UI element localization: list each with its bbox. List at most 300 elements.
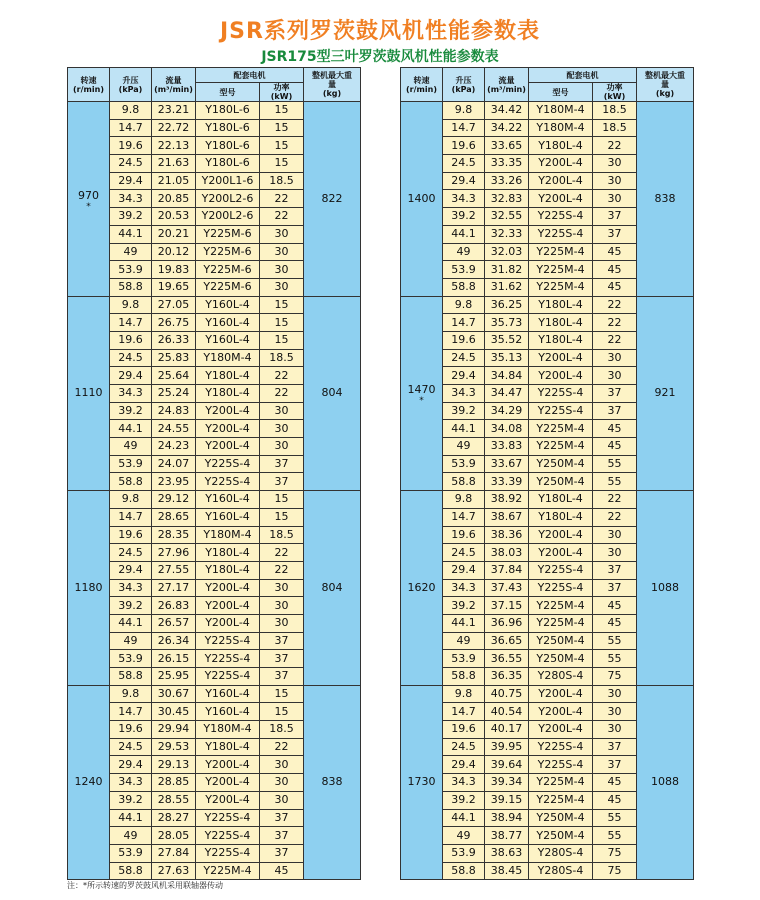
flow-cell: 39.95 (485, 738, 529, 756)
power-cell: 30 (260, 420, 304, 438)
pressure-cell: 29.4 (110, 172, 152, 190)
power-cell: 30 (260, 243, 304, 261)
motor-model-cell: Y160L-4 (196, 296, 260, 314)
pressure-cell: 49 (443, 827, 485, 845)
motor-model-cell: Y200L-4 (529, 155, 593, 173)
flow-cell: 32.83 (485, 190, 529, 208)
pressure-cell: 53.9 (110, 650, 152, 668)
power-cell: 22 (260, 208, 304, 226)
header-speed (68, 68, 110, 102)
pressure-cell: 39.2 (110, 791, 152, 809)
motor-model-cell: Y180L-6 (196, 119, 260, 137)
pressure-cell: 19.6 (443, 137, 485, 155)
power-cell: 18.5 (593, 102, 637, 120)
pressure-cell: 24.5 (443, 738, 485, 756)
speed-cell (401, 685, 443, 880)
motor-model-cell: Y200L-4 (529, 349, 593, 367)
header-pressure-unit: (kPa) (118, 84, 143, 94)
flow-cell: 27.63 (152, 862, 196, 880)
flow-cell: 31.62 (485, 278, 529, 296)
weight-cell: 1088 (637, 685, 694, 880)
flow-cell: 20.21 (152, 225, 196, 243)
pressure-cell: 24.5 (443, 544, 485, 562)
motor-model-cell: Y200L-4 (196, 774, 260, 792)
power-cell: 45 (593, 438, 637, 456)
motor-model-cell: Y180L-4 (196, 561, 260, 579)
pressure-cell: 49 (110, 438, 152, 456)
power-cell: 22 (260, 367, 304, 385)
flow-cell: 33.39 (485, 473, 529, 491)
motor-model-cell: Y200L-4 (196, 791, 260, 809)
power-cell: 15 (260, 314, 304, 332)
pressure-cell: 44.1 (110, 225, 152, 243)
flow-cell: 37.43 (485, 579, 529, 597)
power-cell: 30 (593, 526, 637, 544)
table-body-left (68, 102, 361, 880)
flow-cell: 22.13 (152, 137, 196, 155)
pressure-cell: 29.4 (110, 756, 152, 774)
motor-model-cell: Y225M-4 (529, 614, 593, 632)
motor-model-cell: Y225S-4 (529, 561, 593, 579)
flow-cell: 24.55 (152, 420, 196, 438)
flow-cell: 35.73 (485, 314, 529, 332)
motor-model-cell: Y225S-4 (529, 402, 593, 420)
pressure-cell: 39.2 (110, 597, 152, 615)
speed-cell (68, 296, 110, 491)
power-cell: 30 (260, 438, 304, 456)
speed-value: 1240 (74, 775, 103, 789)
performance-table-left (67, 67, 361, 880)
motor-model-cell: Y280S-4 (529, 862, 593, 880)
power-cell: 22 (260, 561, 304, 579)
pressure-cell: 53.9 (110, 455, 152, 473)
table-row (68, 296, 361, 314)
pressure-cell: 9.8 (110, 102, 152, 120)
pressure-cell: 34.3 (110, 385, 152, 403)
table-row (401, 296, 694, 314)
header-weight (637, 68, 694, 102)
flow-cell: 36.65 (485, 632, 529, 650)
header-speed-label: 转速 (80, 75, 97, 85)
page-subtitle: JSR175型三叶罗茨鼓风机性能参数表 (261, 49, 499, 65)
flow-cell: 39.15 (485, 791, 529, 809)
pressure-cell: 9.8 (110, 685, 152, 703)
flow-cell: 21.05 (152, 172, 196, 190)
header-power (593, 83, 637, 102)
power-cell: 30 (260, 225, 304, 243)
pressure-cell: 44.1 (110, 809, 152, 827)
motor-model-cell: Y280S-4 (529, 844, 593, 862)
flow-cell: 25.83 (152, 349, 196, 367)
power-cell: 30 (593, 721, 637, 739)
power-cell: 30 (260, 756, 304, 774)
power-cell: 37 (260, 844, 304, 862)
pressure-cell: 19.6 (110, 526, 152, 544)
weight-cell: 838 (637, 102, 694, 297)
header-model: 型号 (196, 83, 260, 102)
flow-cell: 24.07 (152, 455, 196, 473)
motor-model-cell: Y225M-4 (529, 278, 593, 296)
speed-cell (401, 102, 443, 297)
power-cell: 55 (593, 632, 637, 650)
power-cell: 30 (593, 172, 637, 190)
power-cell: 15 (260, 685, 304, 703)
flow-cell: 28.55 (152, 791, 196, 809)
motor-model-cell: Y200L-4 (529, 172, 593, 190)
pressure-cell: 58.8 (110, 473, 152, 491)
power-cell: 15 (260, 331, 304, 349)
motor-model-cell: Y250M-4 (529, 809, 593, 827)
power-cell: 55 (593, 809, 637, 827)
power-cell: 15 (260, 155, 304, 173)
pressure-cell: 29.4 (443, 172, 485, 190)
flow-cell: 36.55 (485, 650, 529, 668)
header-model: 型号 (529, 83, 593, 102)
pressure-cell: 29.4 (443, 756, 485, 774)
flow-cell: 37.84 (485, 561, 529, 579)
power-cell: 45 (593, 420, 637, 438)
pressure-cell: 39.2 (443, 208, 485, 226)
table-row (68, 685, 361, 703)
motor-model-cell: Y280S-4 (529, 668, 593, 686)
power-cell: 22 (593, 296, 637, 314)
flow-cell: 23.95 (152, 473, 196, 491)
header-pressure-label: 升压 (455, 75, 472, 85)
pressure-cell: 24.5 (110, 544, 152, 562)
motor-model-cell: Y180M-4 (196, 526, 260, 544)
flow-cell: 33.65 (485, 137, 529, 155)
header-flow (152, 68, 196, 102)
flow-cell: 20.53 (152, 208, 196, 226)
motor-model-cell: Y225S-4 (196, 455, 260, 473)
flow-cell: 34.29 (485, 402, 529, 420)
power-cell: 30 (260, 579, 304, 597)
header-speed-label: 转速 (413, 75, 430, 85)
flow-cell: 26.33 (152, 331, 196, 349)
pressure-cell: 34.3 (443, 774, 485, 792)
flow-cell: 38.03 (485, 544, 529, 562)
power-cell: 30 (593, 155, 637, 173)
power-cell: 45 (593, 597, 637, 615)
pressure-cell: 44.1 (443, 420, 485, 438)
power-cell: 37 (593, 561, 637, 579)
motor-model-cell: Y200L-4 (529, 367, 593, 385)
pressure-cell: 39.2 (443, 597, 485, 615)
pressure-cell: 39.2 (110, 402, 152, 420)
flow-cell: 33.35 (485, 155, 529, 173)
pressure-cell: 9.8 (443, 296, 485, 314)
flow-cell: 34.08 (485, 420, 529, 438)
power-cell: 37 (260, 827, 304, 845)
pressure-cell: 34.3 (110, 190, 152, 208)
flow-cell: 38.45 (485, 862, 529, 880)
weight-cell: 804 (304, 296, 361, 491)
power-cell: 37 (593, 738, 637, 756)
header-speed-unit: (r/min) (406, 84, 437, 94)
flow-cell: 38.67 (485, 508, 529, 526)
power-cell: 30 (593, 190, 637, 208)
power-cell: 22 (260, 738, 304, 756)
motor-model-cell: Y200L-4 (529, 544, 593, 562)
motor-model-cell: Y200L-4 (529, 190, 593, 208)
power-cell: 30 (593, 703, 637, 721)
power-cell: 15 (260, 102, 304, 120)
pressure-cell: 53.9 (443, 261, 485, 279)
header-power-label: 功率 (273, 83, 290, 92)
pressure-cell: 24.5 (110, 738, 152, 756)
motor-model-cell: Y200L-4 (196, 756, 260, 774)
pressure-cell: 58.8 (443, 862, 485, 880)
pressure-cell: 34.3 (443, 190, 485, 208)
power-cell: 45 (593, 278, 637, 296)
flow-cell: 27.55 (152, 561, 196, 579)
motor-model-cell: Y160L-4 (196, 508, 260, 526)
flow-cell: 31.82 (485, 261, 529, 279)
flow-cell: 30.45 (152, 703, 196, 721)
pressure-cell: 49 (110, 243, 152, 261)
power-cell: 45 (593, 791, 637, 809)
flow-cell: 29.12 (152, 491, 196, 509)
motor-model-cell: Y225M-4 (529, 791, 593, 809)
pressure-cell: 14.7 (110, 703, 152, 721)
flow-cell: 34.22 (485, 119, 529, 137)
pressure-cell: 19.6 (443, 331, 485, 349)
header-flow-unit: (m³/min) (487, 84, 526, 94)
header-weight-unit: (kg) (655, 89, 675, 98)
coupling-drive-marker: * (419, 396, 424, 407)
motor-model-cell: Y180L-4 (529, 331, 593, 349)
pressure-cell: 24.5 (110, 349, 152, 367)
pressure-cell: 14.7 (110, 314, 152, 332)
flow-cell: 29.13 (152, 756, 196, 774)
flow-cell: 39.34 (485, 774, 529, 792)
motor-model-cell: Y200L-4 (529, 721, 593, 739)
header-power-label: 功率 (606, 83, 623, 92)
pressure-cell: 39.2 (443, 402, 485, 420)
power-cell: 15 (260, 119, 304, 137)
power-cell: 37 (260, 650, 304, 668)
power-cell: 37 (260, 455, 304, 473)
speed-value: 1730 (407, 775, 436, 789)
pressure-cell: 29.4 (443, 561, 485, 579)
pressure-cell: 34.3 (110, 579, 152, 597)
power-cell: 22 (593, 508, 637, 526)
power-cell: 30 (260, 774, 304, 792)
power-cell: 15 (260, 508, 304, 526)
power-cell: 30 (260, 278, 304, 296)
flow-cell: 24.23 (152, 438, 196, 456)
power-cell: 22 (260, 385, 304, 403)
pressure-cell: 58.8 (110, 668, 152, 686)
table-row (401, 491, 694, 509)
motor-model-cell: Y160L-4 (196, 314, 260, 332)
flow-cell: 29.53 (152, 738, 196, 756)
pressure-cell: 53.9 (110, 844, 152, 862)
table-row (401, 685, 694, 703)
power-cell: 37 (260, 668, 304, 686)
flow-cell: 25.24 (152, 385, 196, 403)
flow-cell: 19.83 (152, 261, 196, 279)
power-cell: 22 (593, 331, 637, 349)
pressure-cell: 58.8 (443, 473, 485, 491)
pressure-cell: 14.7 (443, 508, 485, 526)
flow-cell: 38.63 (485, 844, 529, 862)
power-cell: 18.5 (260, 526, 304, 544)
table-row (401, 102, 694, 120)
motor-model-cell: Y225M-4 (196, 862, 260, 880)
header-speed (401, 68, 443, 102)
speed-cell (401, 491, 443, 686)
flow-cell: 26.34 (152, 632, 196, 650)
flow-cell: 19.65 (152, 278, 196, 296)
motor-model-cell: Y200L-4 (196, 579, 260, 597)
flow-cell: 33.67 (485, 455, 529, 473)
motor-model-cell: Y180M-4 (529, 119, 593, 137)
power-cell: 30 (260, 402, 304, 420)
power-cell: 18.5 (593, 119, 637, 137)
motor-model-cell: Y225M-4 (529, 261, 593, 279)
power-cell: 22 (593, 491, 637, 509)
header-flow (485, 68, 529, 102)
power-cell: 22 (593, 137, 637, 155)
motor-model-cell: Y225S-4 (529, 385, 593, 403)
header-pressure-unit: (kPa) (451, 84, 476, 94)
pressure-cell: 9.8 (443, 685, 485, 703)
flow-cell: 28.35 (152, 526, 196, 544)
flow-cell: 37.15 (485, 597, 529, 615)
flow-cell: 27.17 (152, 579, 196, 597)
header-weight-label: 整机最大重量 (645, 71, 685, 89)
speed-value: 1400 (407, 191, 436, 205)
motor-model-cell: Y225S-4 (196, 473, 260, 491)
power-cell: 37 (593, 208, 637, 226)
flow-cell: 40.17 (485, 721, 529, 739)
flow-cell: 27.84 (152, 844, 196, 862)
power-cell: 30 (593, 544, 637, 562)
pressure-cell: 19.6 (110, 137, 152, 155)
pressure-cell: 19.6 (110, 721, 152, 739)
table-row (68, 491, 361, 509)
motor-model-cell: Y200L-4 (196, 438, 260, 456)
motor-model-cell: Y200L-4 (529, 703, 593, 721)
flow-cell: 32.03 (485, 243, 529, 261)
power-cell: 55 (593, 455, 637, 473)
power-cell: 37 (260, 473, 304, 491)
motor-model-cell: Y180L-4 (529, 508, 593, 526)
weight-cell: 804 (304, 491, 361, 686)
pressure-cell: 44.1 (443, 225, 485, 243)
pressure-cell: 19.6 (443, 526, 485, 544)
speed-cell (68, 102, 110, 297)
power-cell: 22 (260, 544, 304, 562)
header-motor: 配套电机 (196, 68, 304, 83)
page-title: JSR系列罗茨鼓风机性能参数表 (220, 19, 540, 44)
pressure-cell: 53.9 (443, 455, 485, 473)
flow-cell: 24.83 (152, 402, 196, 420)
motor-model-cell: Y200L-4 (529, 526, 593, 544)
flow-cell: 40.75 (485, 685, 529, 703)
power-cell: 18.5 (260, 172, 304, 190)
power-cell: 18.5 (260, 349, 304, 367)
flow-cell: 27.96 (152, 544, 196, 562)
motor-model-cell: Y225M-4 (529, 438, 593, 456)
header-pressure (443, 68, 485, 102)
power-cell: 55 (593, 473, 637, 491)
pressure-cell: 29.4 (443, 367, 485, 385)
header-flow-label: 流量 (165, 75, 182, 85)
pressure-cell: 58.8 (110, 278, 152, 296)
motor-model-cell: Y225M-6 (196, 243, 260, 261)
flow-cell: 34.47 (485, 385, 529, 403)
pressure-cell: 44.1 (443, 809, 485, 827)
power-cell: 75 (593, 844, 637, 862)
pressure-cell: 44.1 (110, 614, 152, 632)
table-body-right (401, 102, 694, 880)
motor-model-cell: Y225M-4 (529, 420, 593, 438)
pressure-cell: 14.7 (110, 508, 152, 526)
pressure-cell: 34.3 (443, 385, 485, 403)
header-weight (304, 68, 361, 102)
pressure-cell: 53.9 (110, 261, 152, 279)
power-cell: 55 (593, 827, 637, 845)
flow-cell: 33.83 (485, 438, 529, 456)
weight-cell: 921 (637, 296, 694, 491)
power-cell: 37 (593, 579, 637, 597)
power-cell: 45 (593, 243, 637, 261)
motor-model-cell: Y225S-4 (196, 650, 260, 668)
power-cell: 30 (260, 614, 304, 632)
flow-cell: 25.64 (152, 367, 196, 385)
motor-model-cell: Y225M-4 (529, 243, 593, 261)
pressure-cell: 49 (443, 438, 485, 456)
header-pressure (110, 68, 152, 102)
motor-model-cell: Y225S-4 (196, 668, 260, 686)
motor-model-cell: Y180L-6 (196, 137, 260, 155)
flow-cell: 27.05 (152, 296, 196, 314)
motor-model-cell: Y225S-4 (529, 756, 593, 774)
flow-cell: 40.54 (485, 703, 529, 721)
flow-cell: 39.64 (485, 756, 529, 774)
motor-model-cell: Y200L2-6 (196, 208, 260, 226)
weight-cell: 1088 (637, 491, 694, 686)
flow-cell: 35.52 (485, 331, 529, 349)
motor-model-cell: Y200L2-6 (196, 190, 260, 208)
motor-model-cell: Y200L-4 (196, 402, 260, 420)
flow-cell: 36.96 (485, 614, 529, 632)
power-cell: 45 (260, 862, 304, 880)
motor-model-cell: Y250M-4 (529, 650, 593, 668)
pressure-cell: 24.5 (110, 155, 152, 173)
pressure-cell: 53.9 (443, 650, 485, 668)
motor-model-cell: Y225M-6 (196, 261, 260, 279)
flow-cell: 28.05 (152, 827, 196, 845)
pressure-cell: 14.7 (443, 314, 485, 332)
speed-value: 1620 (407, 580, 436, 594)
motor-model-cell: Y180M-4 (196, 721, 260, 739)
header-motor: 配套电机 (529, 68, 637, 83)
flow-cell: 32.33 (485, 225, 529, 243)
motor-model-cell: Y180L-4 (196, 385, 260, 403)
motor-model-cell: Y180L-4 (529, 137, 593, 155)
pressure-cell: 39.2 (443, 791, 485, 809)
flow-cell: 35.13 (485, 349, 529, 367)
motor-model-cell: Y225S-4 (529, 208, 593, 226)
pressure-cell: 58.8 (443, 278, 485, 296)
motor-model-cell: Y225S-4 (529, 225, 593, 243)
power-cell: 15 (260, 296, 304, 314)
flow-cell: 32.55 (485, 208, 529, 226)
pressure-cell: 58.8 (110, 862, 152, 880)
